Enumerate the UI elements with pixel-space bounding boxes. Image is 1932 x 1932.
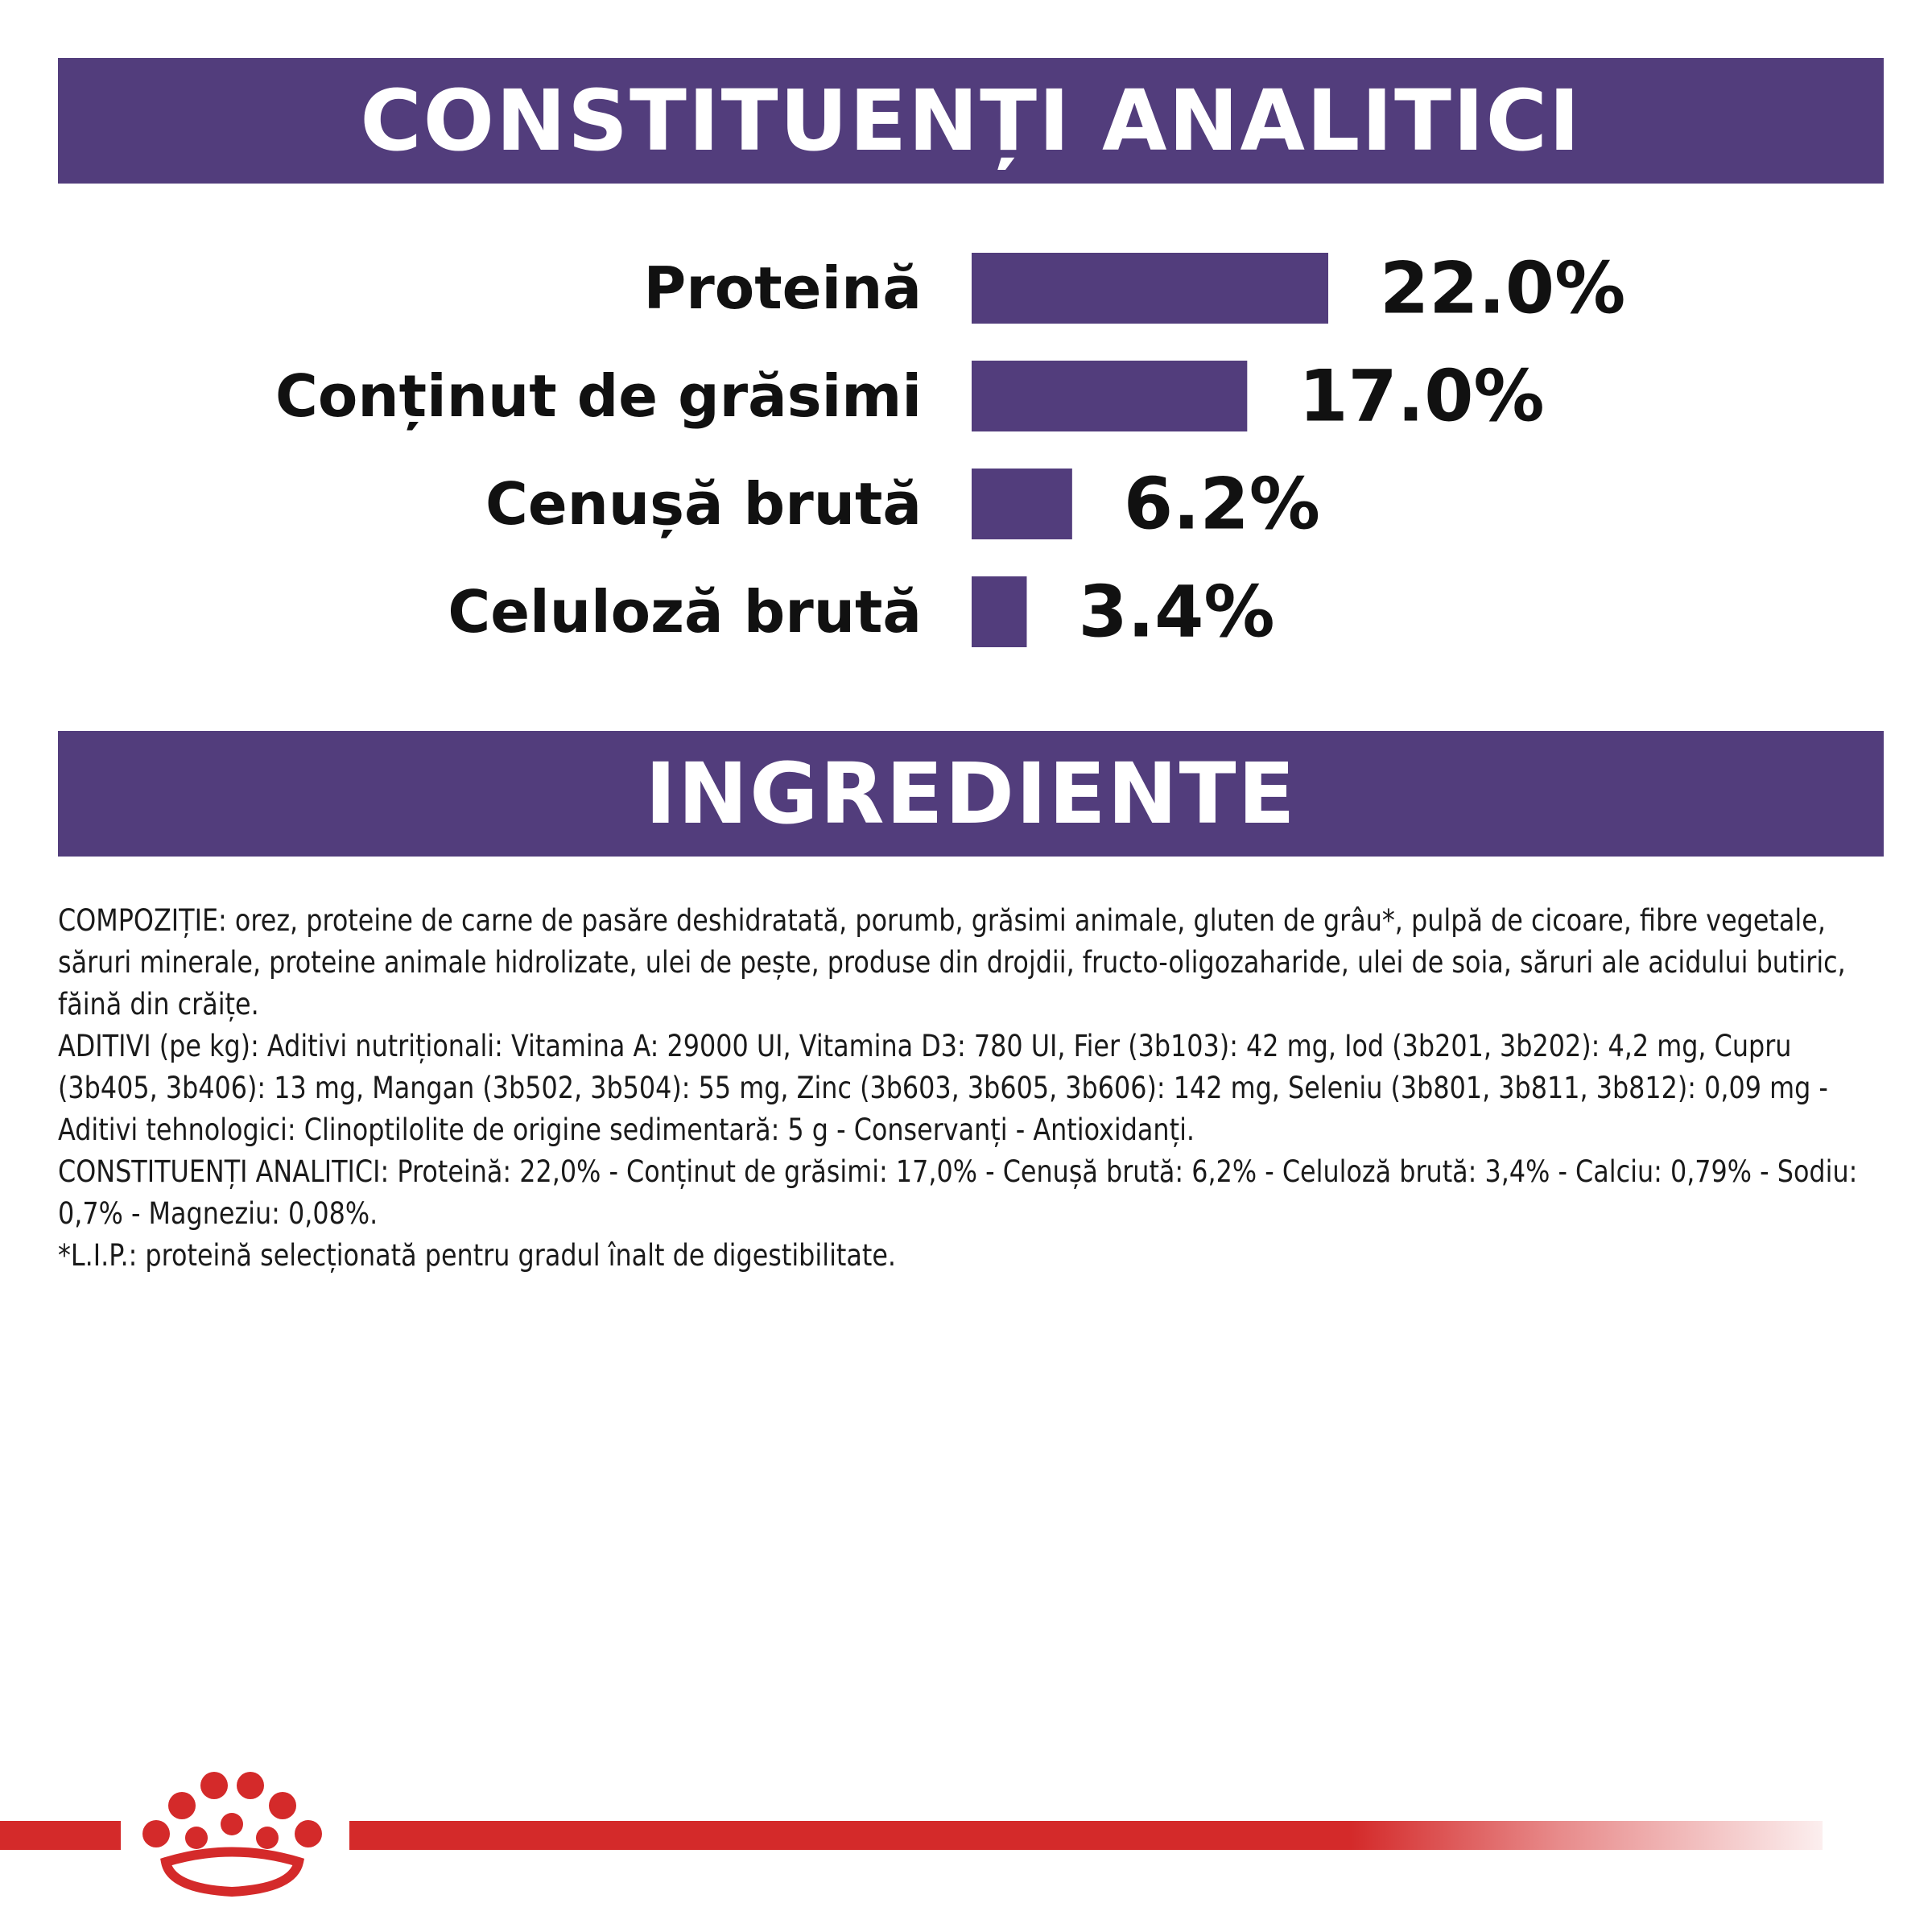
bar-value-label: 3.4% — [1078, 570, 1275, 654]
analytic-constituents-header — [58, 58, 1884, 184]
bar-label: Proteină — [643, 254, 922, 322]
ingredients-title: INGREDIENTE — [645, 745, 1297, 843]
bar-label: Conținut de grăsimi — [275, 362, 922, 430]
ingredients-header — [58, 731, 1884, 857]
bar-value-label: 6.2% — [1123, 462, 1320, 546]
bar — [972, 469, 1072, 539]
bar — [972, 361, 1247, 431]
bar-value-label: 17.0% — [1298, 354, 1545, 438]
composition-paragraph: COMPOZIȚIE: orez, proteine de carne de pasăre deshidratată, porumb, grăsimi animale, gluten de grâu*, pulpă de cicoare, fibre vegetale, săruri minerale, proteine animale hidrolizate, ulei de pește, produse din drojdii, fructo-oligozaharide, ulei de soia, săruri ale acidului butiric, făină din crăițe. — [58, 903, 1846, 1022]
bar-value-label: 22.0% — [1380, 246, 1626, 330]
brand-stripe-left — [0, 1821, 121, 1850]
additives-paragraph: ADITIVI (pe kg): Aditivi nutriționali: Vitamina A: 29000 UI, Vitamina D3: 780 UI, Fier (3b103): 42 mg, Iod (3b201, 3b202): 4,2 mg, Cupru (3b405, 3b406): 13 mg, Mangan (3b502, 3b504): 55 mg, Zinc (3b603, 3b605, 3b606): 142 mg, Seleniu (3b801, 3b811, 3b812): 0,09 mg - Aditivi tehnologici: Clinoptilolite de origine sedimentară: 5 g - Conservanți - Antioxidanți. — [58, 1029, 1828, 1147]
crown-icon — [134, 1761, 335, 1898]
bar — [972, 576, 1026, 647]
analytic-constituents-title: CONSTITUENȚI ANALITICI — [360, 72, 1582, 170]
bar-label: Cenușă brută — [485, 470, 922, 538]
brand-stripe-right — [349, 1821, 1823, 1850]
ingredients-text — [58, 900, 1885, 1277]
lip-footnote: *L.I.P.: proteină selecționată pentru gradul înalt de digestibilitate. — [58, 1238, 897, 1273]
bar — [972, 253, 1328, 324]
nutrient-bar-chart — [0, 225, 1932, 676]
analytic-constituents-paragraph: CONSTITUENȚI ANALITICI: Proteină: 22,0% - Conținut de grăsimi: 17,0% - Cenușă brută: 6,2% - Celuloză brută: 3,4% - Calciu: 0,79% - Sodiu: 0,7% - Magneziu: 0,08%. — [58, 1154, 1858, 1231]
bar-label: Celuloză brută — [448, 578, 922, 646]
